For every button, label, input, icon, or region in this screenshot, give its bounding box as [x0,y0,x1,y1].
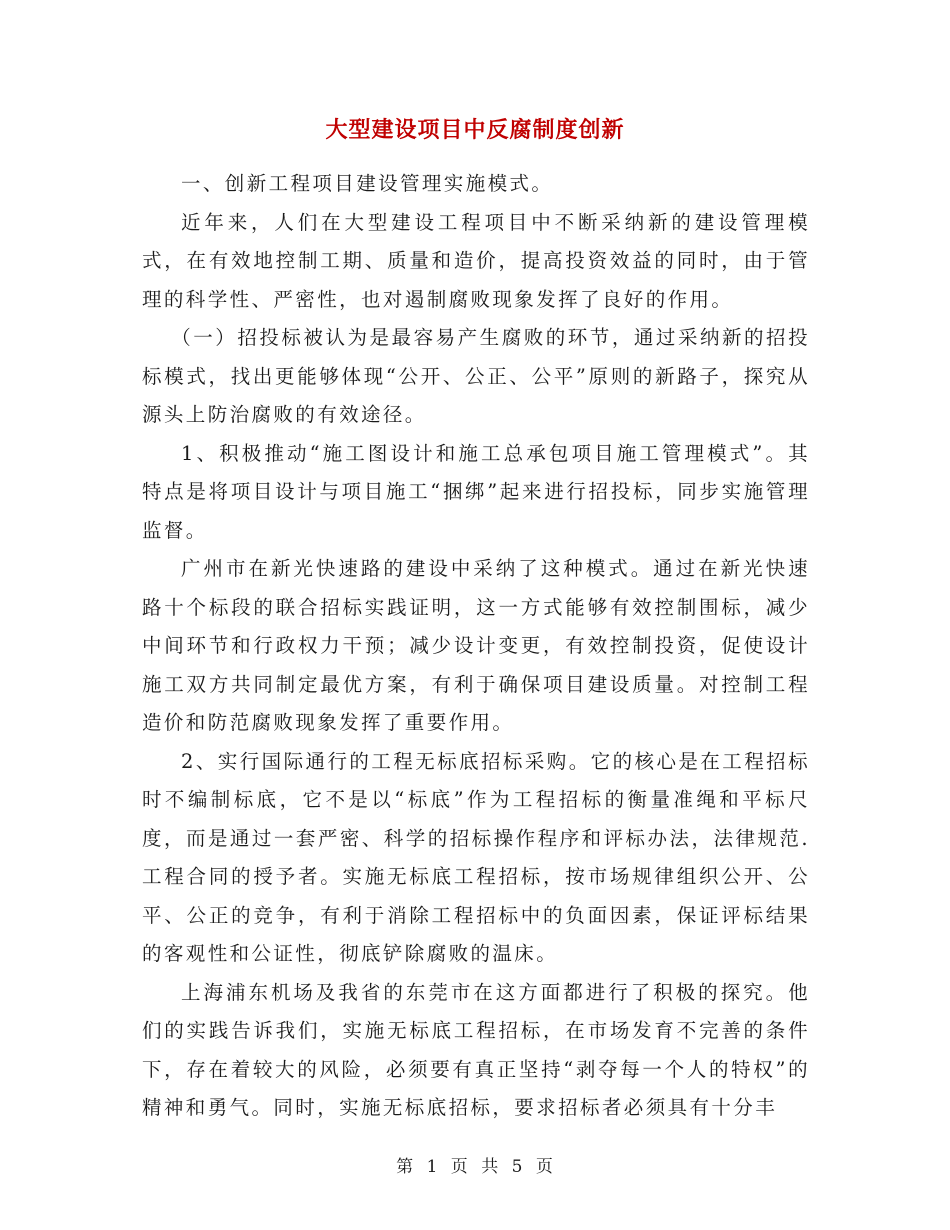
paragraph: （一）招投标被认为是最容易产生腐败的环节，通过采纳新的招投标模式，找出更能够体现“公开、公正、公平”原则的新路子，探究从源头上防治腐败的有效途径。 [142,326,810,426]
paragraph: 近年来，人们在大型建设工程项目中不断采纳新的建设管理模式，在有效地控制工期、质量和造价，提高投资效益的同时，由于管理的科学性、严密性，也对遏制腐败现象发挥了良好的作用。 [142,210,810,311]
page-footer: 第 1 页 共 5 页 [396,1157,554,1177]
document-title: 大型建设项目中反腐制度创新 [325,117,625,143]
document-body [142,165,810,1128]
paragraph: 广州市在新光快速路的建设中采纳了这种模式。通过在新光快速路十个标段的联合招标实践证明，这一方式能够有效控制围标，减少中间环节和行政权力干预；减少设计变更，有效控制投资，促使设计施工双方共同制定最优方案，有利于确保项目建设质量。对控制工程造价和防范腐败现象发挥了重要作用。 [142,557,810,734]
section-heading: 一、创新工程项目建设管理实施模式。 [181,172,554,195]
paragraph: 上海浦东机场及我省的东莞市在这方面都进行了积极的探究。他们的实践告诉我们，实施无标底工程招标，在市场发育不完善的条件下，存在着较大的风险，必须要有真正坚持“剥夺每一个人的特权”的精神和勇气。同时，实施无标底招标，要求招标者必须具有十分丰 [142,980,810,1119]
paragraph: 1、积极推动“施工图设计和施工总承包项目施工管理模式”。其特点是将项目设计与项目施工“捆绑”起来进行招投标，同步实施管理监督。 [142,441,810,542]
paragraph: 2、实行国际通行的工程无标底招标采购。它的核心是在工程招标时不编制标底，它不是以“标底”作为工程招标的衡量准绳和平标尺度，而是通过一套严密、科学的招标操作程序和评标办法，法律规范.工程合同的授予者。实施无标底工程招标，按市场规律组织公开、公平、公正的竞争，有利于消除工程招标中的负面因素，保证评标结果的客观性和公证性，彻底铲除腐败的温床。 [142,749,810,965]
